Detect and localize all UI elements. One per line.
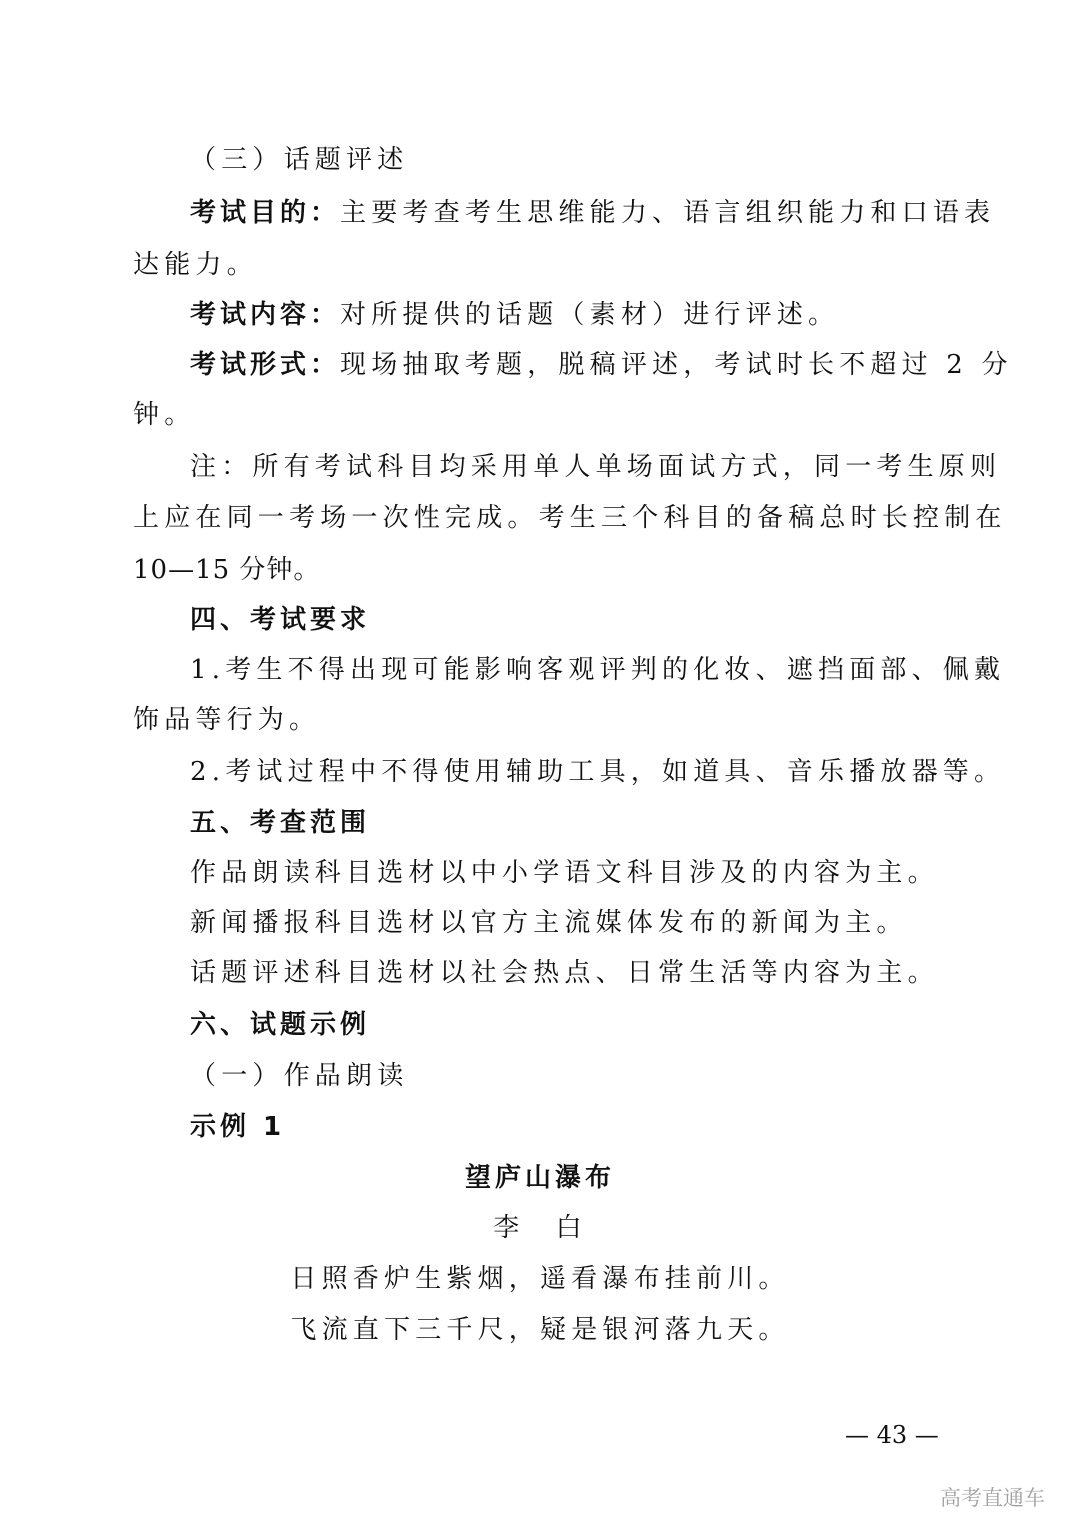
paragraph-line bbox=[190, 298, 839, 332]
paragraph-line: 新闻播报科目选材以官方主流媒体发布的新闻为主。 bbox=[190, 908, 908, 938]
poem-line: 飞流直下三千尺，疑是银河落九天。 bbox=[290, 1315, 790, 1345]
paragraph-line: 话题评述科目选材以社会热点、日常生活等内容为主。 bbox=[190, 958, 939, 988]
paragraph-line: 达能力。 bbox=[133, 250, 258, 280]
page-number: — 43 — bbox=[845, 1421, 939, 1449]
paragraph-line bbox=[190, 348, 1013, 382]
watermark: 高考直通车 bbox=[940, 1486, 1045, 1510]
paragraph-line: 10—15 分钟。 bbox=[133, 555, 321, 585]
section-heading: 五、考查范围 bbox=[190, 808, 371, 838]
poem-author: 李 白 bbox=[493, 1213, 587, 1243]
paragraph-line: 2.考试过程中不得使用辅助工具，如道具、音乐播放器等。 bbox=[190, 757, 1006, 787]
paragraph-line: 作品朗读科目选材以中小学语文科目涉及的内容为主。 bbox=[190, 858, 939, 888]
subsection-heading: （一）作品朗读 bbox=[190, 1061, 409, 1091]
label: 考试目的： bbox=[190, 198, 341, 228]
section-heading: 六、试题示例 bbox=[190, 1010, 371, 1040]
paragraph-line: 上应在同一考场一次性完成。考生三个科目的备稿总时长控制在 bbox=[133, 503, 1007, 533]
text: 对所提供的话题（素材）进行评述。 bbox=[340, 300, 840, 330]
label: 考试形式： bbox=[190, 350, 341, 380]
poem-title: 望庐山瀑布 bbox=[464, 1163, 615, 1193]
poem-line: 日照香炉生紫烟，遥看瀑布挂前川。 bbox=[290, 1264, 790, 1294]
text: 现场抽取考题，脱稿评述，考试时长不超过 2 分 bbox=[340, 350, 1013, 380]
label: 考试内容： bbox=[190, 300, 341, 330]
paragraph-line: 1.考生不得出现可能影响客观评判的化妆、遮挡面部、佩戴 bbox=[190, 655, 1006, 685]
paragraph-line: 钟。 bbox=[133, 400, 196, 430]
paragraph-line: 注：所有考试科目均采用单人单场面试方式，同一考生原则 bbox=[190, 452, 1002, 482]
section-heading: 四、考试要求 bbox=[190, 605, 371, 635]
paragraph-line bbox=[190, 196, 995, 230]
example-label: 示例 1 bbox=[190, 1112, 286, 1142]
text: 主要考查考生思维能力、语言组织能力和口语表 bbox=[340, 198, 996, 228]
subsection-heading: （三）话题评述 bbox=[190, 145, 409, 175]
paragraph-line: 饰品等行为。 bbox=[133, 705, 321, 735]
